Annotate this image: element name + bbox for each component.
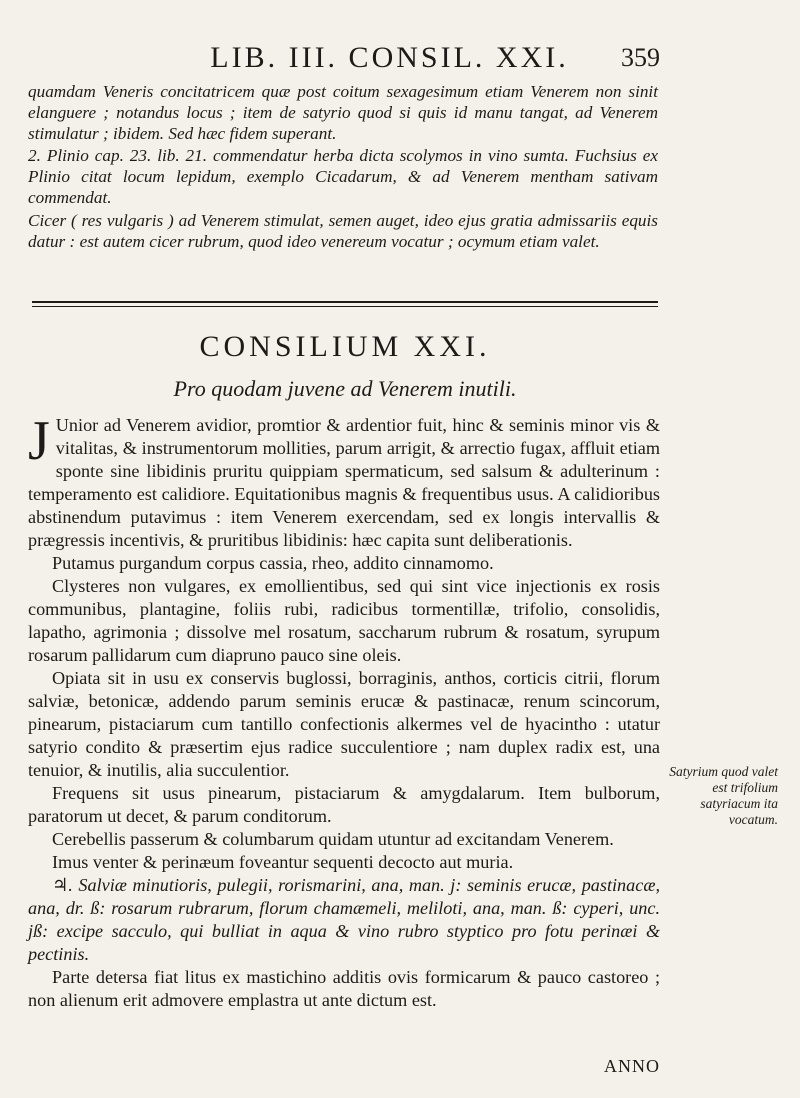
body-paragraph: [28, 410, 660, 552]
consilium-heading: CONSILIUM XXI.: [199, 330, 491, 363]
consilium-subtitle: Pro quodam juvene ad Venerem inutili.: [173, 376, 517, 401]
body-paragraph: Imus venter & perinæum foveantur sequenti decocto aut muria.: [52, 852, 514, 872]
section-rule-thin: [32, 306, 658, 307]
consilium-body: [28, 410, 660, 1012]
running-title: LIB. III. CONSIL. XXI.: [210, 41, 569, 74]
footnote-paragraph: quamdam Veneris concitatricem quæ post coitum sexagesimum etiam Venerem non sinit elanguere ; notandus locus ; item de satyrio quod si quis id manu tangat, ad Venerem stimulatur ; ibidem. Sed hæc fidem superant.: [28, 82, 658, 143]
running-header: [150, 38, 660, 78]
footnote-paragraph: 2. Plinio cap. 23. lib. 21. commendatur herba dicta scolymos in vino sumta. Fuchsius ex Plinio citat locum lepidum, exemplo Cicadarum, & ad Venerem mentham sativam commendat.: [28, 146, 658, 207]
body-paragraph-text: Unior ad Venerem avidior, promtior & ardentior fuit, hinc & seminis minor vis & vitalitas, & instrumentorum mollities, parum arrigit, & arrectio fugax, affluit etiam sponte sine libidinis pruritu quippiam spermaticum, sed salsum & adulterinum : temperamento est calidiore. Equitationibus magnis & frequentibus usus. A calidioribus abstinendum putavimus : item Venerem exercendam, sed ex longis intervallis & prægressis incentivis, & pruritibus libidinis: hæc capita sunt deliberationis.: [28, 415, 660, 550]
footnote-block: [28, 82, 658, 252]
section-rule: [32, 301, 658, 303]
drop-cap: J: [28, 410, 50, 472]
body-paragraph: Frequens sit usus pinearum, pistaciarum & amygdalarum. Item bulborum, paratorum ut decet, & parum conditorum.: [28, 783, 660, 826]
page-number: 359: [621, 43, 660, 72]
footnote-paragraph: Cicer ( res vulgaris ) ad Venerem stimulat, semen auget, ideo ejus gratia admissariis equis datur : est autem cicer rubrum, quod ideo venereum vocatur ; ocymum etiam valet.: [28, 210, 658, 251]
body-paragraph: Opiata sit in usu ex conservis buglossi, borraginis, anthos, corticis citrii, florum salviæ, betonicæ, addendo parum seminis erucæ & pastinacæ, renum scincorum, pinearum, pistaciarum cum tantillo confectionis alkermes vel de hyacintho : utatur satyrio condito & præsertim ejus radice succulentiore ; nam duplex radix est, una tenuior, & inutilis, alia succulentior.: [28, 668, 660, 780]
body-paragraph: Parte detersa fiat litus ex mastichino additis ovis formicarum & pauco castoreo ; non alienum erit admovere emplastra ut ante dictum est.: [28, 967, 660, 1010]
body-paragraph: Clysteres non vulgares, ex emollientibus, sed qui sint vice injectionis ex rosis communibus, plantagine, foliis rubi, radicibus tormentillæ, trifolio, consolidis, lapatho, agrimonia ; dissolve mel rosatum, saccharum rubrum & rosatum, syrupum rosarum pallidarum cum diapruno pauco sine oleis.: [28, 576, 660, 665]
body-paragraph: Putamus purgandum corpus cassia, rheo, addito cinnamomo.: [52, 553, 494, 573]
recipe-paragraph: ♃. Salviæ minutioris, pulegii, rorismarini, ana, man. j: seminis erucæ, pastinacæ, ana, dr. ß: rosarum rubrarum, florum chamæmeli, meliloti, ana, man. ß: cyperi, unc. jß: excipe sacculo, qui bulliat in aqua & vino rubro styptico pro fotu perinæi & pectinis.: [28, 875, 660, 964]
catchword: ANNO: [604, 1056, 660, 1076]
margin-note: Satyrium quod valet est trifolium satyriacum ita vocatum.: [669, 764, 778, 827]
body-paragraph: Cerebellis passerum & columbarum quidam utuntur ad excitandam Venerem.: [52, 829, 614, 849]
